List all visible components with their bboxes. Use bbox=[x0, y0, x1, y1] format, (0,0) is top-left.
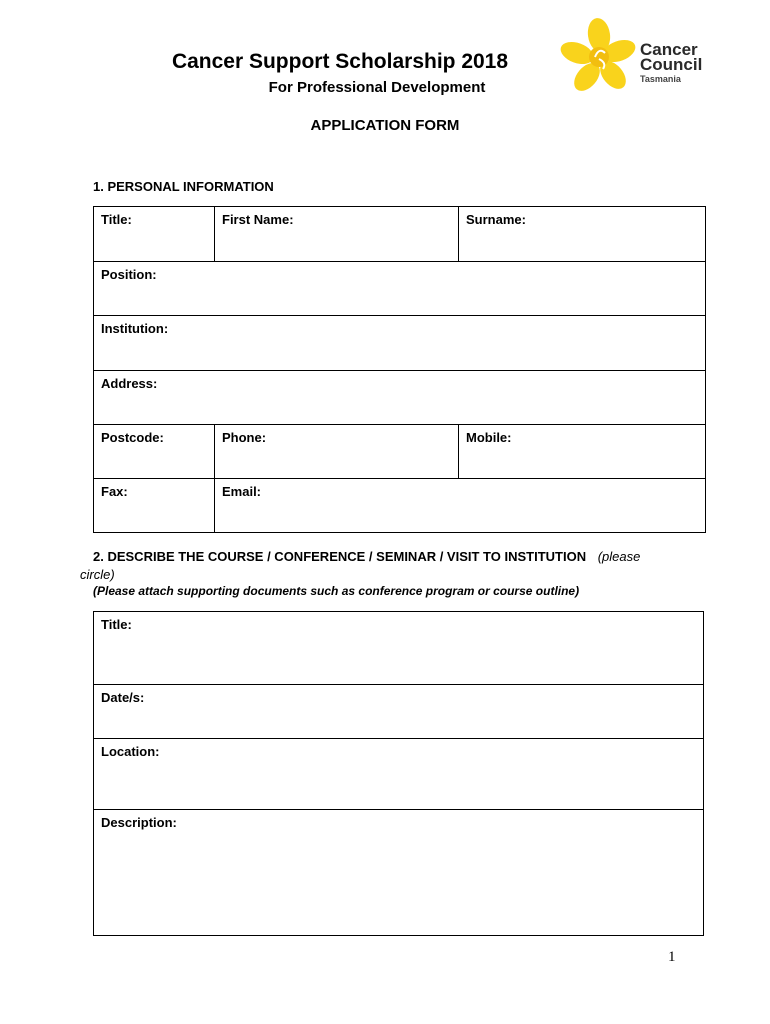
position-field[interactable] bbox=[94, 262, 705, 316]
phone-field[interactable] bbox=[214, 425, 458, 479]
table-row bbox=[94, 424, 705, 479]
surname-label: Surname: bbox=[466, 212, 526, 227]
course-info-table bbox=[93, 611, 704, 936]
logo-wordmark bbox=[640, 42, 702, 72]
table-row bbox=[94, 207, 705, 262]
section2-instruction: (Please attach supporting documents such as conference program or course outline) bbox=[93, 584, 580, 598]
table-row bbox=[94, 478, 705, 532]
address-field[interactable] bbox=[94, 371, 705, 425]
institution-field[interactable] bbox=[94, 316, 705, 370]
section2-note: (please bbox=[597, 549, 641, 564]
mobile-label: Mobile: bbox=[466, 430, 512, 445]
table-row bbox=[94, 370, 705, 425]
dates-field[interactable] bbox=[94, 685, 703, 739]
page-number: 1 bbox=[668, 949, 676, 965]
logo-line-council: Council bbox=[640, 55, 703, 74]
course-title-field[interactable] bbox=[94, 612, 703, 685]
address-label: Address: bbox=[101, 376, 158, 391]
location-label: Location: bbox=[101, 744, 160, 759]
table-row bbox=[94, 684, 703, 739]
table-row bbox=[94, 612, 703, 685]
fax-label: Fax: bbox=[101, 484, 128, 499]
phone-label: Phone: bbox=[222, 430, 267, 445]
daffodil-icon bbox=[559, 17, 639, 97]
location-field[interactable] bbox=[94, 739, 703, 810]
title-field[interactable] bbox=[94, 207, 214, 262]
title-label: Title: bbox=[101, 212, 132, 227]
email-label: Email: bbox=[222, 484, 262, 499]
logo-line-cancer: Cancer bbox=[640, 40, 698, 59]
form-title: APPLICATION FORM bbox=[310, 117, 460, 134]
table-row bbox=[94, 315, 705, 370]
section2-heading bbox=[93, 549, 713, 564]
logo-line-tasmania: Tasmania bbox=[640, 74, 681, 84]
first-name-label: First Name: bbox=[222, 212, 294, 227]
table-row bbox=[94, 809, 703, 935]
postcode-label: Postcode: bbox=[101, 430, 164, 445]
first-name-field[interactable] bbox=[214, 207, 458, 262]
postcode-field[interactable] bbox=[94, 425, 214, 479]
mobile-field[interactable] bbox=[458, 425, 705, 479]
fax-field[interactable] bbox=[94, 479, 214, 532]
surname-field[interactable] bbox=[458, 207, 705, 262]
institution-label: Institution: bbox=[101, 321, 169, 336]
page-title: Cancer Support Scholarship 2018 bbox=[171, 50, 509, 73]
position-label: Position: bbox=[101, 267, 157, 282]
table-row bbox=[94, 738, 703, 810]
personal-info-table bbox=[93, 206, 706, 533]
section1-heading: 1. PERSONAL INFORMATION bbox=[93, 179, 274, 194]
page-subtitle: For Professional Development bbox=[268, 79, 486, 96]
course-title-label: Title: bbox=[101, 617, 132, 632]
section2-heading-text: 2. DESCRIBE THE COURSE / CONFERENCE / SEMINAR / VISIT TO INSTITUTION bbox=[93, 549, 587, 564]
email-field[interactable] bbox=[214, 479, 705, 532]
description-label: Description: bbox=[101, 815, 177, 830]
dates-label: Date/s: bbox=[101, 690, 145, 705]
description-field[interactable] bbox=[94, 810, 703, 935]
section2-note-cont: circle) bbox=[80, 567, 115, 582]
table-row bbox=[94, 261, 705, 316]
